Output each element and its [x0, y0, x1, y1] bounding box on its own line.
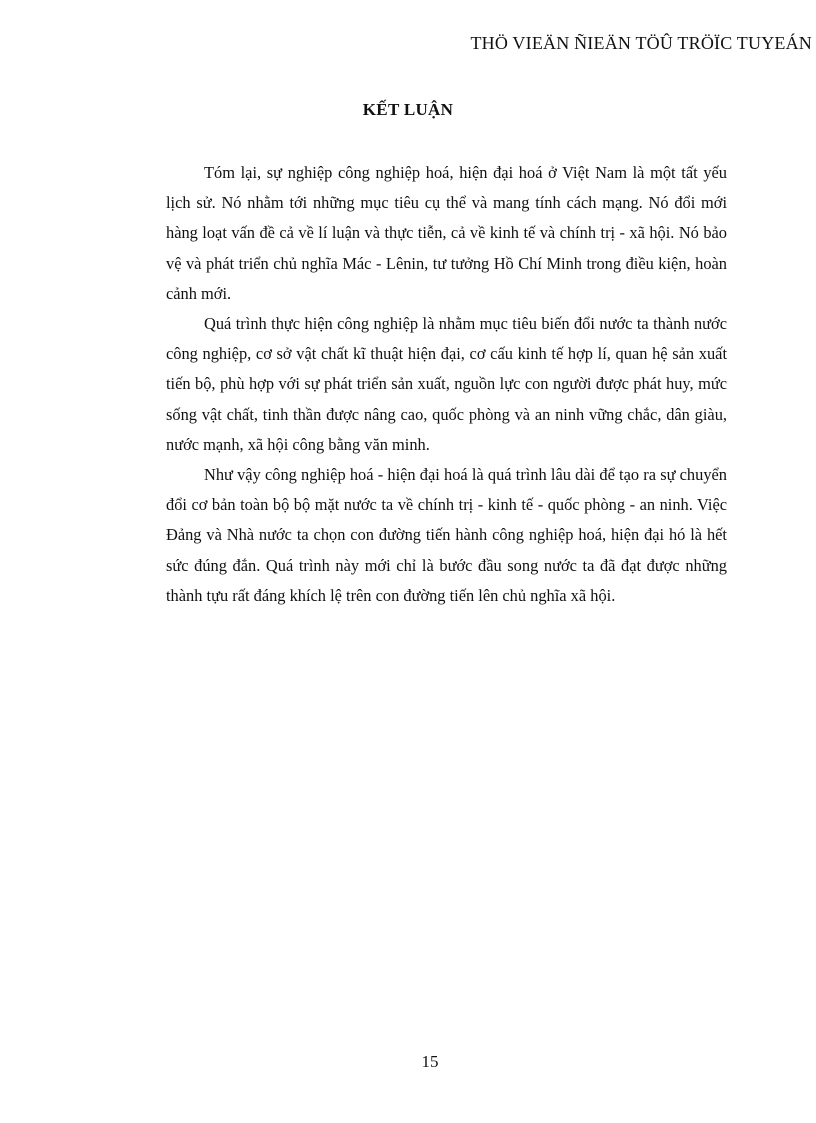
- paragraph: Như vậy công nghiệp hoá - hiện đại hoá là quá trình lâu dài để tạo ra sự chuyển đổi cơ bản toàn bộ bộ mặt nước ta về chính trị - kinh tế - quốc phòng - an ninh. Việc Đảng và Nhà nước ta chọn con đường tiến hành công nghiệp hoá, hiện đại hó là hết sức đúng đắn. Quá trình này mới chỉ là bước đầu song nước ta đã đạt được những thành tựu rất đáng khích lệ trên con đường tiến lên chủ nghĩa xã hội.: [166, 465, 727, 605]
- paragraph: Tóm lại, sự nghiệp công nghiệp hoá, hiện đại hoá ở Việt Nam là một tất yếu lịch sử. Nó nhằm tới những mục tiêu cụ thể và mang tính cách mạng. Nó đổi mới hàng loạt vấn đề cả về lí luận và thực tiễn, cả về kinh tế và chính trị - xã hội. Nó bảo vệ và phát triển chủ nghĩa Mác - Lênin, tư tưởng Hồ Chí Minh trong điều kiện, hoàn cảnh mới.: [166, 163, 727, 303]
- paragraph: Quá trình thực hiện công nghiệp là nhằm mục tiêu biến đổi nước ta thành nước công nghiệp, cơ sở vật chất kĩ thuật hiện đại, cơ cấu kinh tế hợp lí, quan hệ sản xuất tiến bộ, phù hợp với sự phát triển sản xuất, nguồn lực con người được phát huy, mức sống vật chất, tinh thần được nâng cao, quốc phòng và an ninh vững chắc, dân giàu, nước mạnh, xã hội công bằng văn minh.: [166, 314, 727, 454]
- page-header: THÖ VIEÄN ÑIEÄN TÖÛ TRÖÏC TUYEÁN: [470, 33, 812, 53]
- page-number: 15: [421, 1052, 439, 1071]
- body-text: [166, 158, 727, 611]
- page-title: KẾT LUẬN: [362, 100, 454, 119]
